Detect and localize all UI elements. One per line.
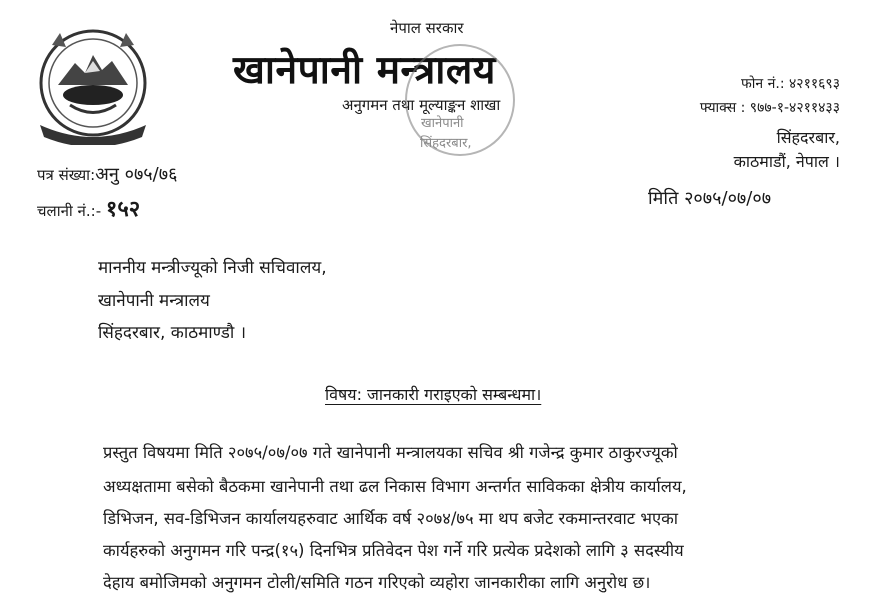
ministry-name: खानेपानी मन्त्रालय: [233, 48, 496, 93]
stamp-text-2: सिंहदरबार,: [420, 136, 472, 151]
dispatch-number-label: चलानी नं.:-: [37, 202, 102, 220]
body-line-5: देहाय बमोजिमको अनुगमन टोली/समिति गठन गरिएको व्यहोरा जानकारीका लागि अनुरोध छ।: [103, 573, 651, 592]
body-line-1: प्रस्तुत विषयमा मिति २०७५/०७/०७ गते खानेपानी मन्त्रालयका सचिव श्री गजेन्द्र कुमार ठाकुरज्यूको: [103, 443, 678, 462]
office-address-line2: काठमाडौं, नेपाल ।: [733, 152, 840, 171]
recipient-line-2: खानेपानी मन्त्रालय: [98, 291, 210, 311]
letter-date: मिति २०७५/०७/०७: [648, 188, 772, 209]
dispatch-number-value: १५२: [105, 197, 141, 222]
letter-subject: विषय: जानकारी गराइएको सम्बन्धमा।: [325, 385, 542, 404]
stamp-text-1: खानेपानी: [421, 116, 464, 131]
government-name: नेपाल सरकार: [390, 19, 464, 37]
office-address-line1: सिंहदरबार,: [776, 128, 840, 147]
fax-number: फ्याक्स : ९७७-१-४२११४३३: [699, 100, 840, 116]
dispatch-number: [37, 193, 140, 223]
nepal-government-emblem-icon: [30, 25, 156, 145]
letter-number-value: अनु ०७५/७६: [95, 164, 178, 185]
letter-number: [37, 162, 177, 186]
body-line-3: डिभिजन, सव-डिभिजन कार्यालयहरुवाट आर्थिक वर्ष २०७४/७५ मा थप बजेट रकमान्तरवाट भएका: [103, 509, 679, 528]
body-line-2: अध्यक्षतामा बसेको बैठकमा खानेपानी तथा ढल निकास विभाग अन्तर्गत साविकका क्षेत्रीय कार्यालय,: [103, 477, 687, 496]
recipient-line-1: माननीय मन्त्रीज्यूको निजी सचिवालय,: [98, 258, 327, 278]
letter-number-label: पत्र संख्या:: [37, 166, 96, 184]
recipient-line-3: सिंहदरबार, काठमाण्डौ ।: [98, 323, 247, 343]
section-name: अनुगमन तथा मूल्याङ्कन शाखा: [342, 96, 501, 114]
body-line-4: कार्यहरुको अनुगमन गरि पन्द्र(१५) दिनभित्र प्रतिवेदन पेश गर्ने गरि प्रत्येक प्रदेशको लागि ३ सदस्यीय: [103, 541, 684, 560]
phone-number: फोन नं.: ४२११६९३: [741, 76, 840, 92]
